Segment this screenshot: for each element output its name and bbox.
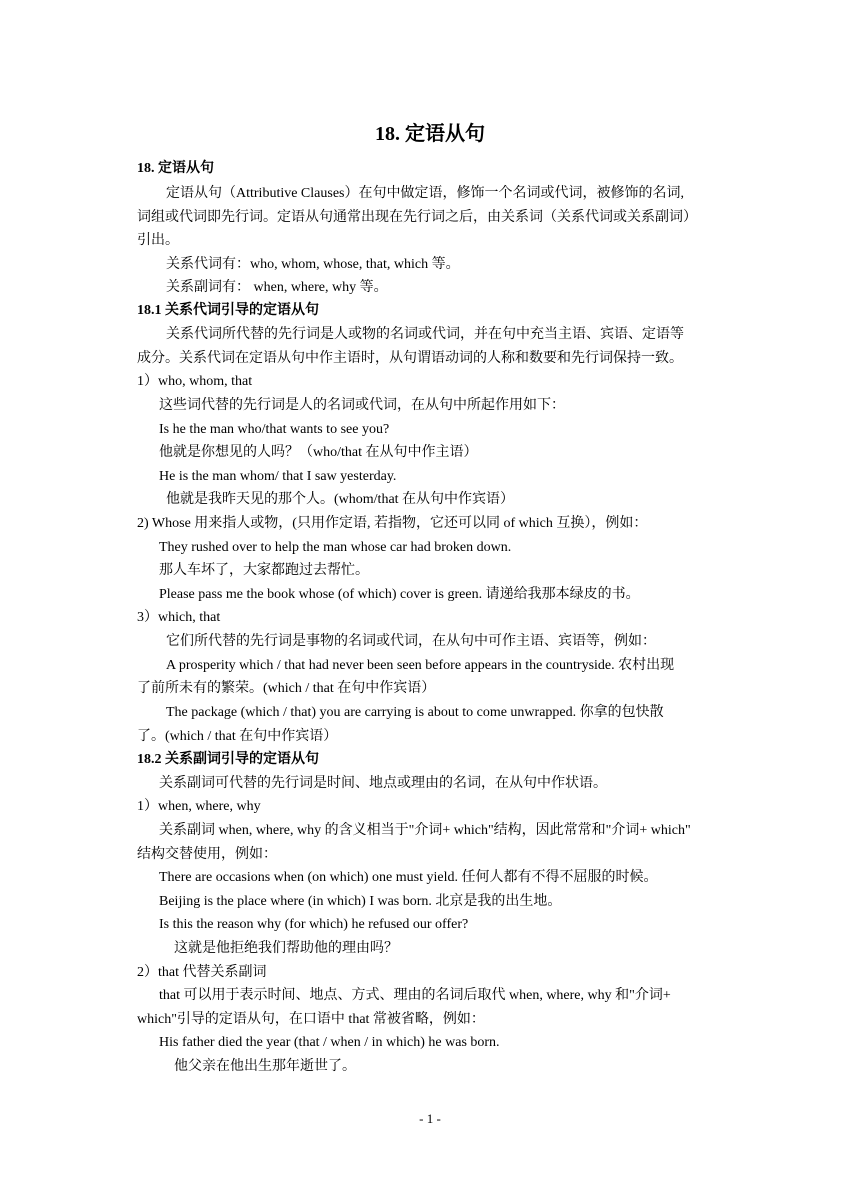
page-number: - 1 - bbox=[419, 1111, 441, 1126]
example-line: A prosperity which / that had never been seen before appears in the countryside. 农村出现 bbox=[166, 658, 675, 673]
example-line: 那人车坏了，大家都跑过去帮忙。 bbox=[159, 563, 369, 578]
list-heading: 2）that 代替关系副词 bbox=[137, 965, 267, 980]
example-line: 他就是你想见的人吗？（who/that 在从句中作主语） bbox=[159, 445, 478, 460]
example-line: He is the man whom/ that I saw yesterday. bbox=[159, 469, 397, 484]
list-heading: 1）when, where, why bbox=[137, 799, 261, 814]
paragraph-line: 词组或代词即先行词。定语从句通常出现在先行词之后，由关系词（关系代词或关系副词） bbox=[137, 210, 697, 225]
paragraph-line: which"引导的定语从句，在口语中 that 常被省略，例如： bbox=[137, 1012, 485, 1027]
example-line: 了。(which / that 在句中作宾语） bbox=[137, 729, 338, 744]
section-heading: 18. 定语从句 bbox=[137, 161, 214, 176]
section-heading: 18.1 关系代词引导的定语从句 bbox=[137, 303, 319, 318]
page-title: 18. 定语从句 bbox=[375, 123, 485, 145]
example-line: His father died the year (that / when / in which) he was born. bbox=[159, 1035, 500, 1050]
paragraph-line: 关系代词有：who, whom, whose, that, which 等。 bbox=[166, 257, 460, 272]
paragraph-line: 这些词代替的先行词是人的名词或代词，在从句中所起作用如下： bbox=[159, 398, 565, 413]
example-line: 这就是他拒绝我们帮助他的理由吗？ bbox=[174, 941, 398, 956]
example-line: The package (which / that) you are carrying is about to come unwrapped. 你拿的包快散 bbox=[166, 705, 664, 720]
section-heading: 18.2 关系副词引导的定语从句 bbox=[137, 752, 319, 767]
paragraph-line: 成分。关系代词在定语从句中作主语时，从句谓语动词的人称和数要和先行词保持一致。 bbox=[137, 351, 683, 366]
example-line: 了前所未有的繁荣。(which / that 在句中作宾语） bbox=[137, 681, 436, 696]
paragraph-line: that 可以用于表示时间、地点、方式、理由的名词后取代 when, where, why 和"介词+ bbox=[159, 988, 671, 1003]
paragraph-line: 它们所代替的先行词是事物的名词或代词，在从句中可作主语、宾语等，例如： bbox=[166, 634, 656, 649]
paragraph-line: 定语从句（Attributive Clauses）在句中做定语，修饰一个名词或代词，被修饰的名词, bbox=[166, 186, 684, 201]
example-line: 他父亲在他出生那年逝世了。 bbox=[174, 1059, 356, 1074]
example-line: Please pass me the book whose (of which) cover is green. 请递给我那本绿皮的书。 bbox=[159, 587, 640, 602]
example-line: Is this the reason why (for which) he refused our offer? bbox=[159, 917, 469, 932]
list-heading: 1）who, whom, that bbox=[137, 374, 253, 389]
example-line: Beijing is the place where (in which) I was born. 北京是我的出生地。 bbox=[159, 894, 562, 909]
paragraph-line: 结构交替使用，例如： bbox=[137, 847, 277, 862]
example-line: There are occasions when (on which) one must yield. 任何人都有不得不屈服的时候。 bbox=[159, 870, 658, 885]
example-line: They rushed over to help the man whose car had broken down. bbox=[159, 540, 512, 555]
paragraph-line: 关系副词有： when, where, why 等。 bbox=[166, 280, 388, 295]
example-line: Is he the man who/that wants to see you? bbox=[159, 422, 390, 437]
paragraph-line: 关系副词可代替的先行词是时间、地点或理由的名词，在从句中作状语。 bbox=[159, 776, 607, 791]
paragraph-line: 引出。 bbox=[137, 233, 179, 248]
paragraph-line: 关系副词 when, where, why 的含义相当于"介词+ which"结构，因此常常和"介词+ which" bbox=[159, 823, 691, 838]
paragraph-line: 关系代词所代替的先行词是人或物的名词或代词，并在句中充当主语、宾语、定语等 bbox=[166, 327, 684, 342]
list-heading: 3）which, that bbox=[137, 610, 221, 625]
example-line: 他就是我昨天见的那个人。(whom/that 在从句中作宾语） bbox=[166, 492, 515, 507]
list-heading: 2) Whose 用来指人或物，(只用作定语, 若指物，它还可以同 of which 互换），例如： bbox=[137, 516, 648, 531]
